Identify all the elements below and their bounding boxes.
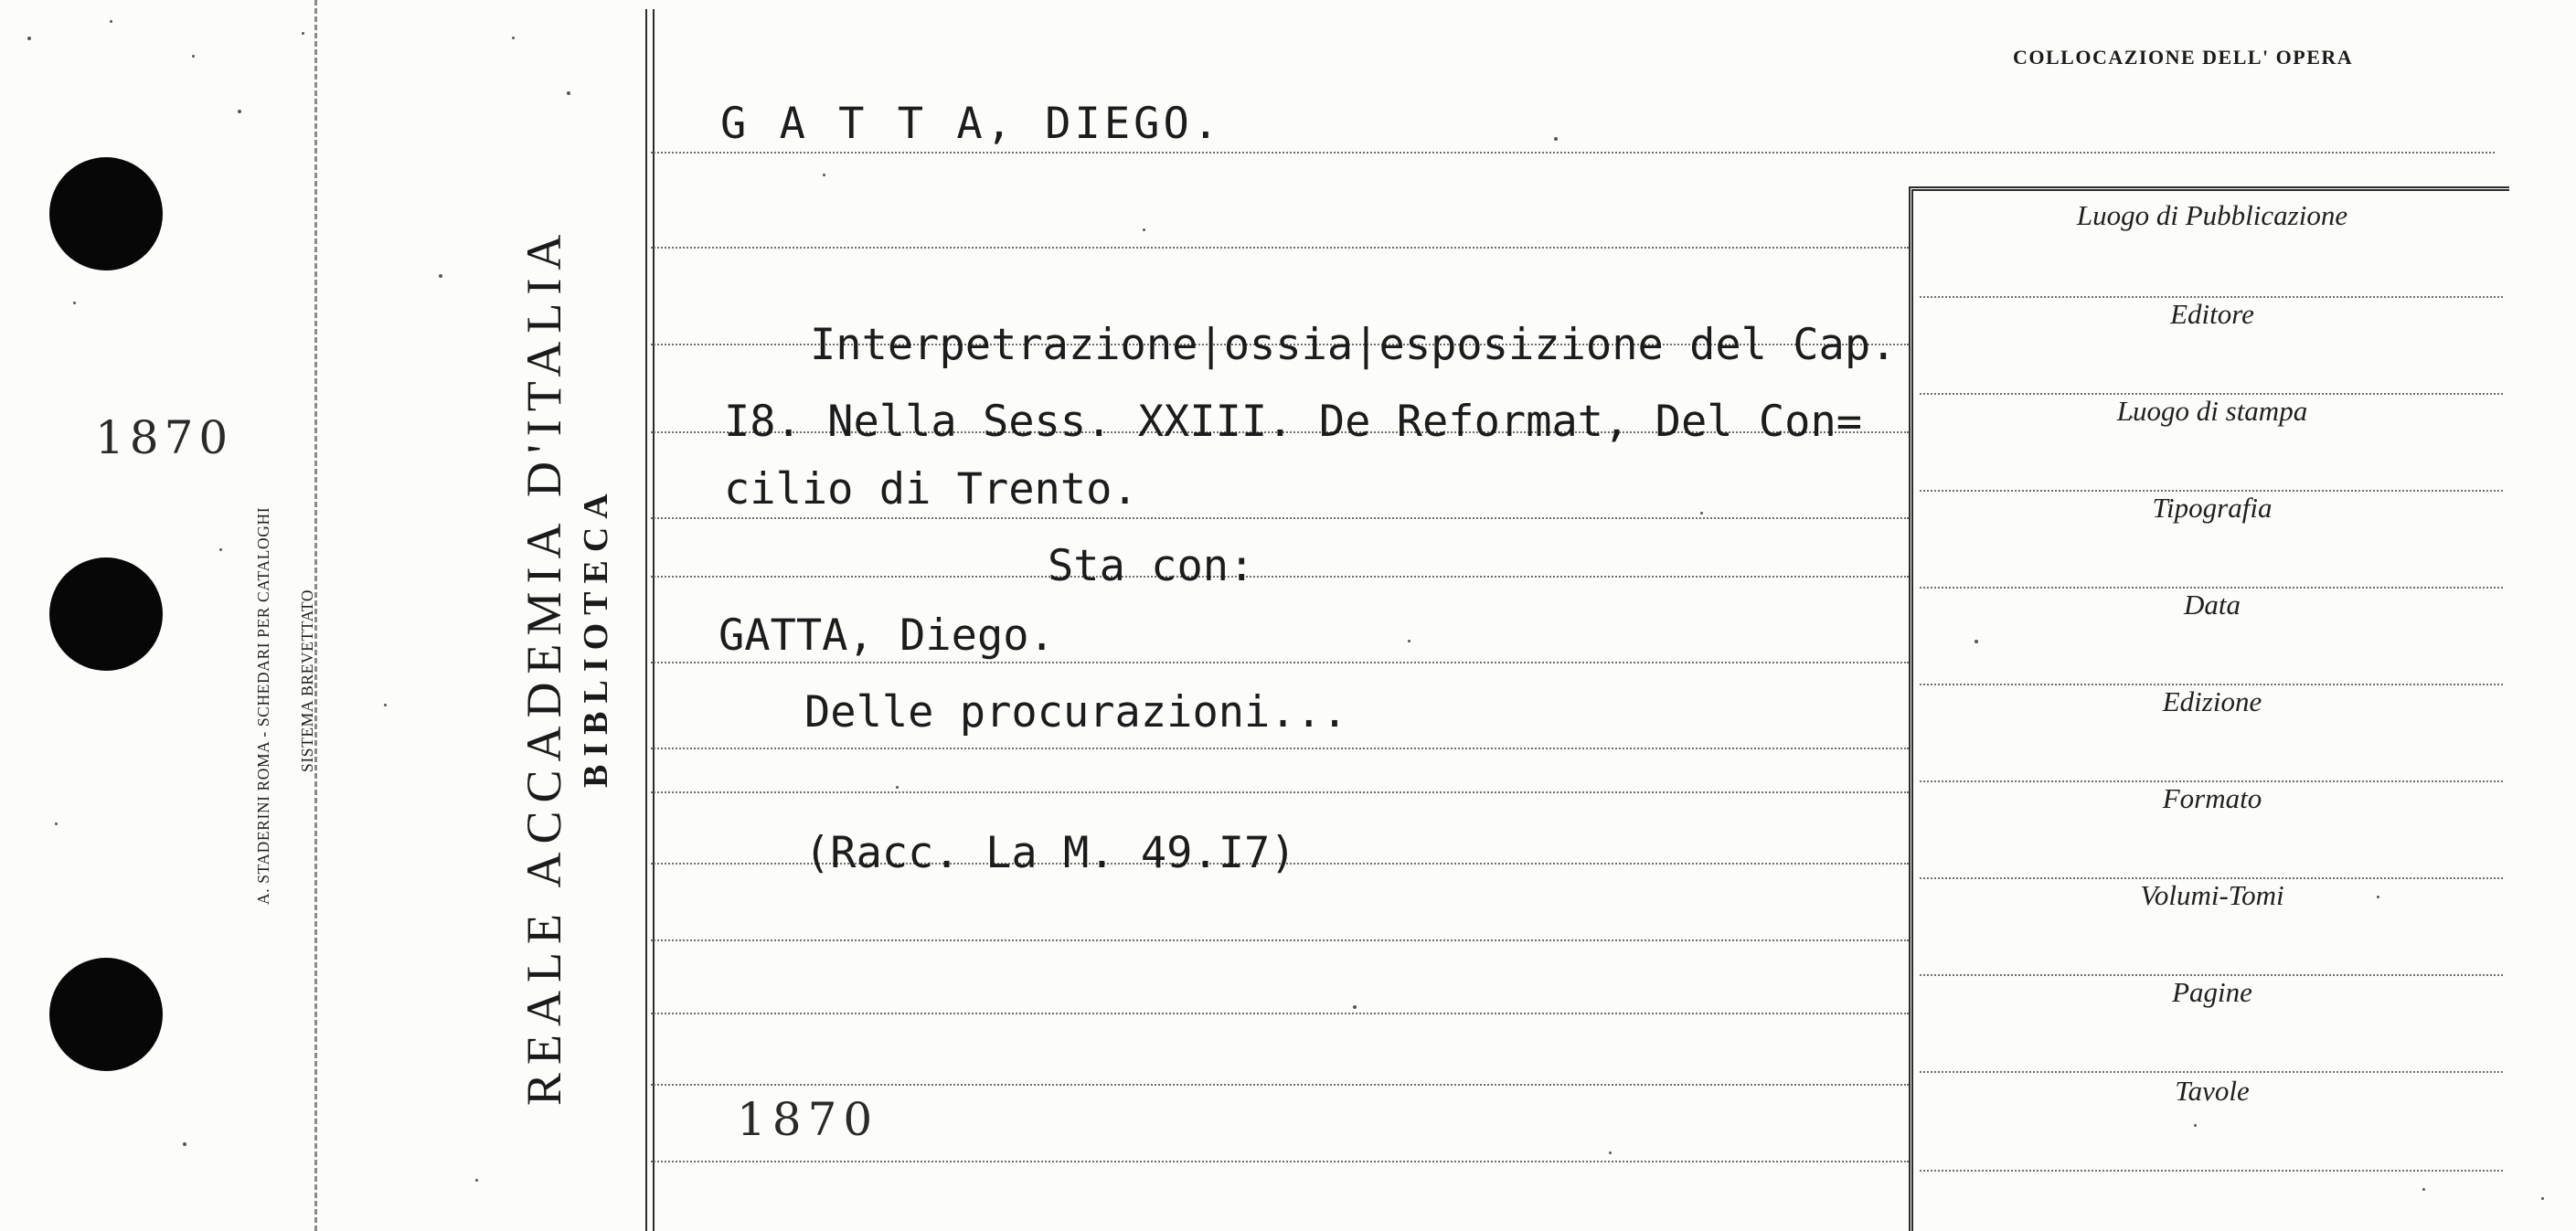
margin-rule-right [653, 9, 655, 1231]
field-place-of-printing: Luogo di stampa [2116, 395, 2308, 427]
field-format: Formato [2162, 782, 2262, 814]
footer-number: 1870 [737, 1093, 879, 1146]
field-pages: Pagine [2172, 976, 2252, 1008]
author-heading: G A T T A, DIEGO. [720, 99, 1223, 149]
collocation-label: COLLOCAZIONE DELL' OPERA [2013, 46, 2354, 69]
field-printer: Tipografia [2152, 492, 2273, 524]
title-line-2: I8. Nella Sess. XXIII. De Reformat, Del Con= [724, 397, 1863, 447]
patent-notice: SISTEMA BREVETTATO [298, 589, 316, 772]
publisher-imprint: A. STADERINI ROMA - SCHEDARI PER CATALOGHI [254, 506, 272, 905]
field-plates: Tavole [2175, 1075, 2250, 1107]
punch-hole-top [49, 157, 163, 271]
academy-title: REALE ACCADEMIA D'ITALIA [516, 226, 571, 1106]
margin-rule-left [645, 9, 647, 1231]
field-volumes: Volumi-Tomi [2140, 879, 2284, 911]
field-date: Data [2184, 589, 2241, 621]
punch-hole-bottom [49, 958, 163, 1071]
related-title: Delle procurazioni... [804, 687, 1348, 738]
field-publisher: Editore [2170, 298, 2254, 330]
see-also-label: Sta con: [1048, 541, 1255, 591]
ruled-line [651, 152, 2495, 154]
punch-hole-middle [49, 557, 163, 671]
title-line-1: Interpetrazione|ossia|esposizione del Cap. [810, 320, 1897, 370]
title-line-3: cilio di Trento. [724, 464, 1138, 515]
shelfmark: (Racc. La M. 49.I7) [804, 828, 1296, 878]
field-edition: Edizione [2162, 685, 2262, 717]
related-author: GATTA, Diego. [719, 610, 1055, 661]
library-label: BIBLIOTECA [577, 485, 615, 788]
field-place-of-publication: Luogo di Pubblicazione [2076, 199, 2348, 231]
stub-number: 1870 [95, 411, 234, 464]
